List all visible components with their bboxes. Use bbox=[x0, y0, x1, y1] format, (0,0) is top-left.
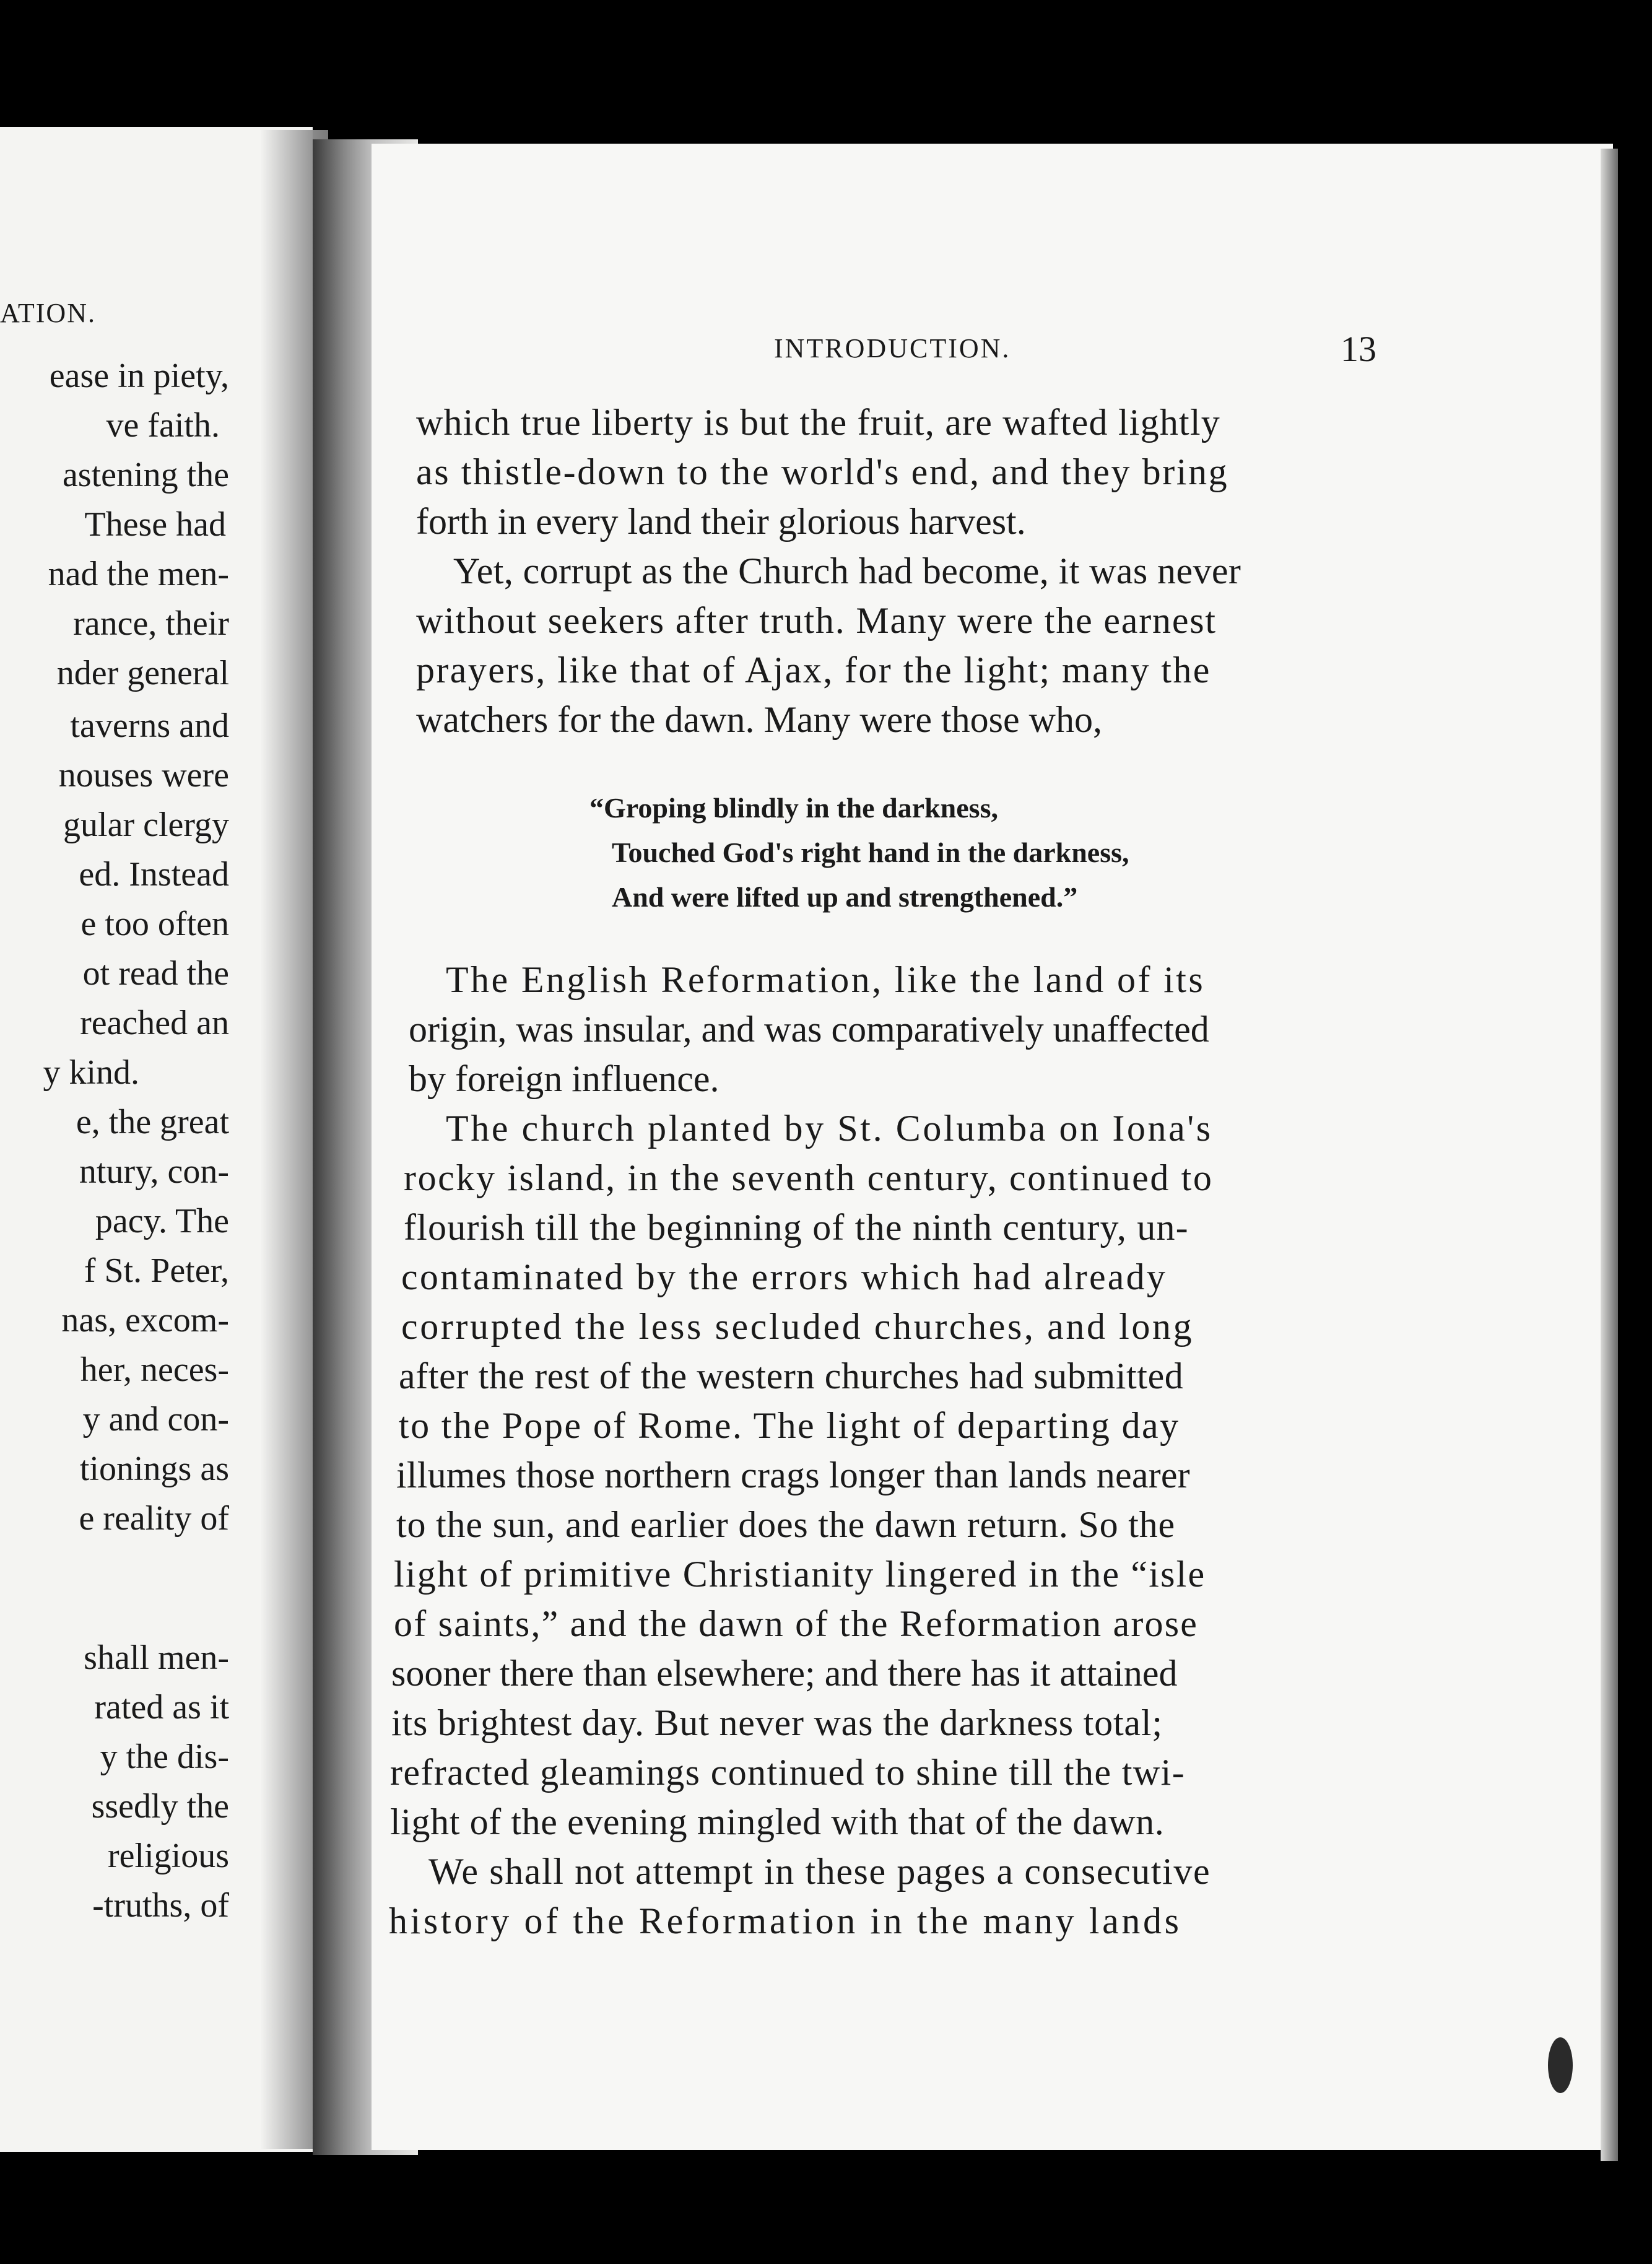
previous-page-line: f St. Peter, bbox=[84, 1252, 229, 1290]
previous-page-line: reached an bbox=[80, 1004, 229, 1042]
text-line: watchers for the dawn. Many were those who, bbox=[416, 699, 1102, 740]
text-line: The English Reformation, like the land of its bbox=[446, 959, 1206, 1000]
previous-page-line: ve faith. bbox=[106, 406, 220, 445]
text-line: as thistle-down to the world's end, and they bring bbox=[416, 451, 1229, 492]
text-line: history of the Reformation in the many lands bbox=[389, 1900, 1182, 1941]
previous-page-line: e, the great bbox=[76, 1103, 229, 1141]
text-line: without seekers after truth. Many were the earnest bbox=[416, 600, 1217, 641]
previous-page-line: y kind. bbox=[43, 1053, 139, 1092]
previous-page-line: ot read the bbox=[82, 954, 229, 993]
text-line: illumes those northern crags longer than lands nearer bbox=[396, 1455, 1190, 1496]
text-line: to the Pope of Rome. The light of departing day bbox=[399, 1405, 1180, 1446]
previous-page-line: nad the men- bbox=[48, 555, 229, 593]
text-line: forth in every land their glorious harvest. bbox=[416, 501, 1026, 542]
text-line: The church planted by St. Columba on Iona's bbox=[446, 1108, 1213, 1149]
text-line: to the sun, and earlier does the dawn return. So the bbox=[396, 1504, 1175, 1545]
text-line: rocky island, in the seventh century, continued to bbox=[404, 1157, 1214, 1198]
previous-page-line: e too often bbox=[80, 905, 229, 943]
text-line: origin, was insular, and was comparatively unaffected bbox=[409, 1009, 1209, 1050]
text-line: which true liberty is but the fruit, are wafted lightly bbox=[416, 402, 1220, 443]
previous-page-line: nas, excom- bbox=[61, 1301, 229, 1339]
previous-page-line: religious bbox=[108, 1837, 229, 1875]
text-line: prayers, like that of Ajax, for the light; many the bbox=[416, 650, 1211, 690]
text-line: its brightest day. But never was the darkness total; bbox=[391, 1702, 1163, 1743]
text-line: We shall not attempt in these pages a consecutive bbox=[428, 1851, 1211, 1892]
running-head: INTRODUCTION. bbox=[774, 333, 1011, 364]
previous-page-line: ed. Instead bbox=[79, 855, 229, 894]
text-line: Yet, corrupt as the Church had become, it was never bbox=[453, 551, 1241, 591]
verse-line: “Groping blindly in the darkness, bbox=[589, 792, 998, 824]
page-edge bbox=[1601, 149, 1618, 2161]
previous-page-line: astening the bbox=[62, 456, 229, 494]
previous-page-line: ntury, con- bbox=[79, 1152, 229, 1191]
previous-page-line: -truths, of bbox=[92, 1886, 229, 1925]
page bbox=[372, 144, 1613, 2150]
previous-page-line: gular clergy bbox=[63, 806, 229, 844]
text-line: light of the evening mingled with that of the dawn. bbox=[390, 1801, 1165, 1842]
previous-page-line: nouses were bbox=[58, 756, 229, 795]
text-line: light of primitive Christianity lingered in the “isle bbox=[394, 1554, 1206, 1595]
previous-page-line: ease in piety, bbox=[49, 357, 229, 395]
previous-page-line: rance, their bbox=[73, 604, 229, 643]
previous-page-line: y the dis- bbox=[100, 1738, 229, 1776]
previous-page-line: tionings as bbox=[79, 1450, 229, 1488]
previous-page-line: taverns and bbox=[70, 707, 229, 745]
previous-page-header: ATION. bbox=[0, 298, 96, 328]
text-line: after the rest of the western churches had submitted bbox=[399, 1356, 1184, 1396]
text-line: by foreign influence. bbox=[409, 1058, 719, 1099]
binding-spot bbox=[1548, 2037, 1573, 2093]
previous-page-line: her, neces- bbox=[80, 1351, 229, 1389]
previous-page-line: e reality of bbox=[79, 1499, 229, 1538]
previous-page-line: ssedly the bbox=[91, 1787, 229, 1826]
verse-line: And were lifted up and strengthened.” bbox=[612, 881, 1078, 913]
previous-page-line: y and con- bbox=[82, 1400, 229, 1439]
previous-page-line: These had bbox=[84, 505, 226, 544]
page-number: 13 bbox=[1341, 329, 1376, 369]
previous-page-line: pacy. The bbox=[95, 1202, 229, 1240]
previous-page-line: shall men- bbox=[84, 1639, 229, 1677]
text-line: contaminated by the errors which had already bbox=[401, 1256, 1168, 1297]
text-line: of saints,” and the dawn of the Reformation arose bbox=[394, 1603, 1199, 1644]
verse-line: Touched God's right hand in the darkness, bbox=[612, 837, 1129, 868]
text-line: sooner there than elsewhere; and there has it attained bbox=[391, 1653, 1178, 1694]
previous-page-line: rated as it bbox=[94, 1688, 229, 1726]
previous-page-line: nder general bbox=[56, 654, 229, 692]
text-line: flourish till the beginning of the ninth century, un- bbox=[404, 1207, 1189, 1248]
text-line: corrupted the less secluded churches, and long bbox=[401, 1306, 1194, 1347]
text-line: refracted gleamings continued to shine till the twi- bbox=[390, 1752, 1186, 1793]
